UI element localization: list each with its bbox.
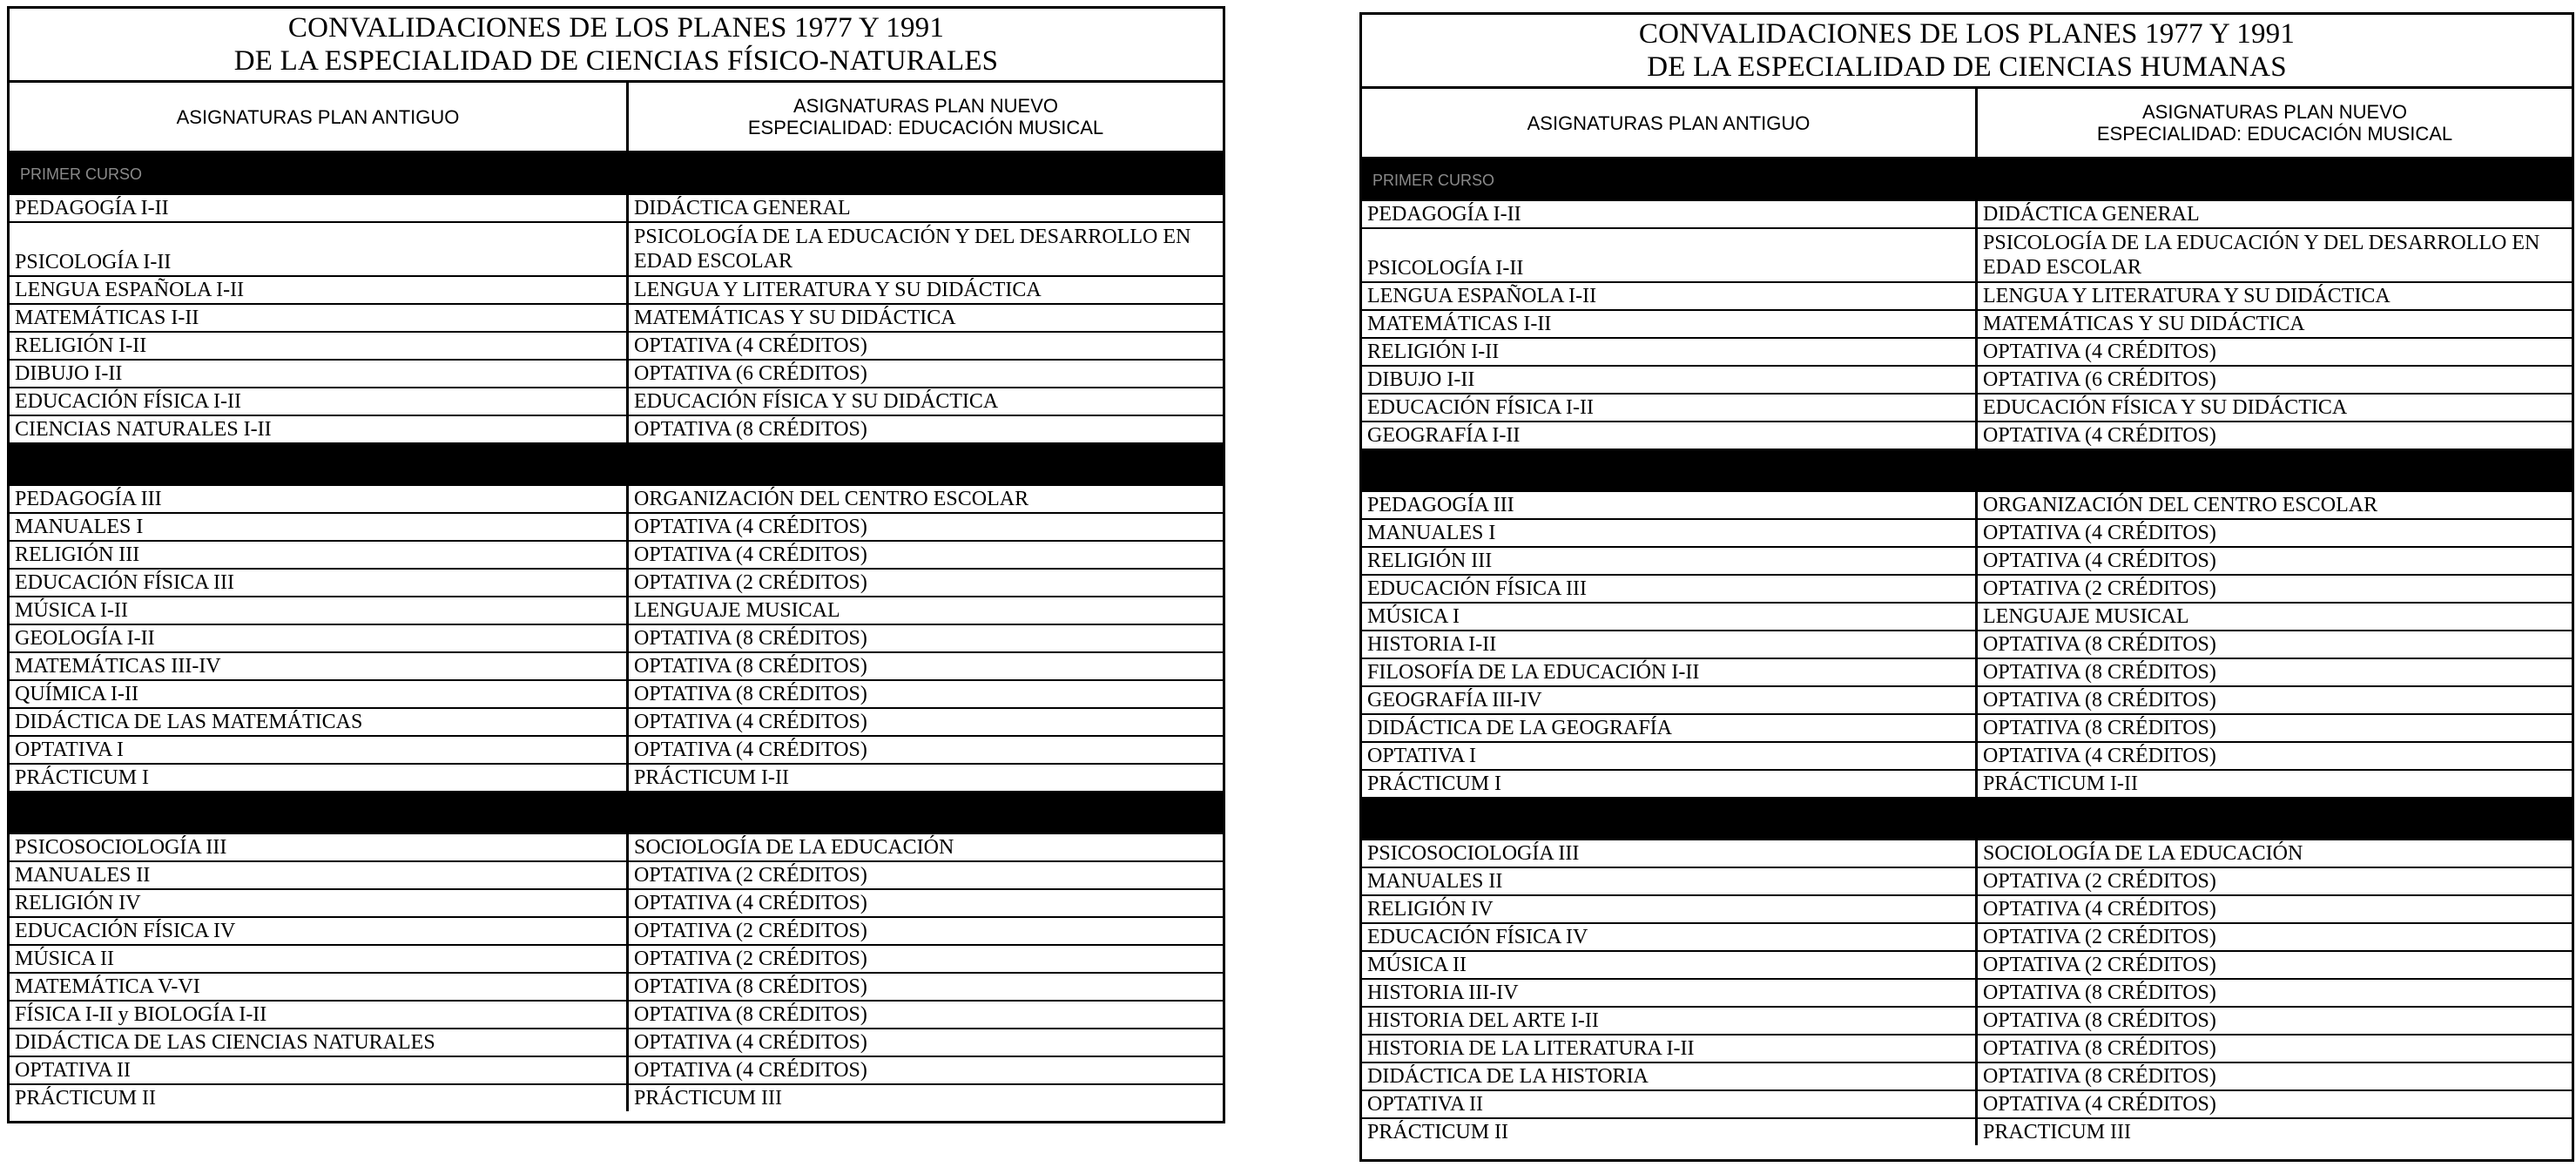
new-plan-subject: LENGUAJE MUSICAL	[1983, 605, 2189, 628]
old-plan-subject: MATEMÁTICAS I-II	[1362, 311, 1978, 337]
new-plan-subject: OPTATIVA (2 CRÉDITOS)	[634, 948, 867, 970]
table-row	[10, 1057, 1223, 1085]
table-row	[10, 486, 1223, 514]
section-header-bar	[10, 793, 1223, 834]
title-line-1: CONVALIDACIONES DE LOS PLANES 1977 Y 1991	[287, 12, 945, 44]
old-plan-subject: PSICOSOCIOLOGÍA III	[10, 834, 629, 860]
new-plan-subject: OPTATIVA (8 CRÉDITOS)	[634, 683, 867, 705]
old-plan-subject: MANUALES II	[10, 862, 629, 888]
header-new-plan-line-1: ASIGNATURAS PLAN NUEVO	[793, 95, 1058, 117]
new-plan-subject: DIDÁCTICA GENERAL	[1983, 203, 2200, 226]
old-plan-subject: RELIGIÓN III	[1362, 548, 1978, 574]
old-plan-subject: PRÁCTICUM I	[10, 765, 629, 791]
old-plan-subject: MÚSICA I-II	[10, 597, 629, 624]
new-plan-subject: LENGUA Y LITERATURA Y SU DIDÁCTICA	[1983, 285, 2391, 307]
old-plan-subject: HISTORIA I-II	[1362, 631, 1978, 658]
table-row	[10, 681, 1223, 709]
new-plan-subject: OPTATIVA (4 CRÉDITOS)	[1983, 550, 2216, 572]
new-plan-subject: PRÁCTICUM I-II	[634, 766, 789, 789]
new-plan-subject: OPTATIVA (8 CRÉDITOS)	[634, 975, 867, 998]
table-row	[10, 305, 1223, 333]
table-title	[1362, 15, 2572, 89]
old-plan-subject: OPTATIVA II	[10, 1057, 629, 1083]
old-plan-subject: DIDÁCTICA DE LAS CIENCIAS NATURALES	[10, 1029, 629, 1056]
table-row	[10, 416, 1223, 444]
old-plan-subject: DIBUJO I-II	[1362, 367, 1978, 393]
table-row	[10, 1029, 1223, 1057]
table-row	[1362, 422, 2572, 450]
old-plan-subject: LENGUA ESPAÑOLA I-II	[10, 277, 629, 303]
old-plan-subject: OPTATIVA II	[1362, 1091, 1978, 1117]
table-row	[10, 542, 1223, 570]
old-plan-subject: RELIGIÓN IV	[1362, 896, 1978, 922]
table-row	[10, 862, 1223, 890]
title-line-2: DE LA ESPECIALIDAD DE CIENCIAS HUMANAS	[1647, 51, 2287, 83]
new-plan-subject: OPTATIVA (4 CRÉDITOS)	[1983, 522, 2216, 544]
table-row	[1362, 840, 2572, 868]
table-row	[1362, 201, 2572, 229]
new-plan-subject: ORGANIZACIÓN DEL CENTRO ESCOLAR	[1983, 494, 2378, 516]
old-plan-subject: PEDAGOGÍA I-II	[1362, 201, 1978, 227]
old-plan-subject: PRÁCTICUM I	[1362, 771, 1978, 797]
old-plan-subject: DIBUJO I-II	[10, 361, 629, 387]
table-row	[1362, 339, 2572, 367]
old-plan-subject: EDUCACIÓN FÍSICA III	[10, 570, 629, 596]
old-plan-subject: FILOSOFÍA DE LA EDUCACIÓN I-II	[1362, 659, 1978, 685]
table-row	[10, 737, 1223, 765]
new-plan-subject: PRÁCTICUM III	[634, 1087, 783, 1110]
table-row	[10, 388, 1223, 416]
old-plan-subject: GEOLOGÍA I-II	[10, 625, 629, 651]
table-row	[10, 333, 1223, 361]
new-plan-subject: OPTATIVA (2 CRÉDITOS)	[634, 571, 867, 594]
new-plan-subject: OPTATIVA (4 CRÉDITOS)	[1983, 341, 2216, 363]
table-row	[10, 834, 1223, 862]
table-row	[1362, 1008, 2572, 1035]
old-plan-subject: DIDÁCTICA DE LA GEOGRAFÍA	[1362, 715, 1978, 741]
section-header-bar	[10, 444, 1223, 486]
new-plan-subject: SOCIOLOGÍA DE LA EDUCACIÓN	[634, 836, 954, 859]
new-plan-subject: OPTATIVA (4 CRÉDITOS)	[634, 334, 867, 357]
old-plan-subject: MÚSICA I	[1362, 604, 1978, 630]
old-plan-subject: MANUALES II	[1362, 868, 1978, 894]
new-plan-subject: OPTATIVA (6 CRÉDITOS)	[1983, 368, 2216, 391]
old-plan-subject: RELIGIÓN IV	[10, 890, 629, 916]
new-plan-subject: OPTATIVA (8 CRÉDITOS)	[1983, 633, 2216, 656]
table-row	[1362, 896, 2572, 924]
old-plan-subject: HISTORIA DEL ARTE I-II	[1362, 1008, 1978, 1034]
new-plan-subject: OPTATIVA (8 CRÉDITOS)	[1983, 1009, 2216, 1032]
old-plan-subject: CIENCIAS NATURALES I-II	[10, 416, 629, 442]
old-plan-subject: RELIGIÓN I-II	[1362, 339, 1978, 365]
new-plan-subject: PRACTICUM III	[1983, 1121, 2132, 1143]
new-plan-subject: OPTATIVA (2 CRÉDITOS)	[1983, 870, 2216, 893]
old-plan-subject: EDUCACIÓN FÍSICA I-II	[1362, 395, 1978, 421]
new-plan-subject: OPTATIVA (2 CRÉDITOS)	[634, 920, 867, 942]
new-plan-subject: OPTATIVA (4 CRÉDITOS)	[634, 711, 867, 733]
table-row	[10, 570, 1223, 597]
old-plan-subject: MÚSICA II	[10, 946, 629, 972]
new-plan-subject: OPTATIVA (8 CRÉDITOS)	[634, 1003, 867, 1026]
convalidation-table-fisico-naturales	[7, 6, 1225, 1123]
table-row	[1362, 868, 2572, 896]
new-plan-subject: OPTATIVA (8 CRÉDITOS)	[1983, 689, 2216, 712]
old-plan-subject: EDUCACIÓN FÍSICA IV	[10, 918, 629, 944]
table-row	[1362, 576, 2572, 604]
old-plan-subject: MATEMÁTICA V-VI	[10, 974, 629, 1000]
title-line-2: DE LA ESPECIALIDAD DE CIENCIAS FÍSICO-NATURALES	[233, 45, 999, 77]
new-plan-subject: PSICOLOGÍA DE LA EDUCACIÓN Y DEL DESARROLLO EN EDAD ESCOLAR	[1983, 232, 2540, 279]
table-row	[10, 223, 1223, 277]
old-plan-subject: DIDÁCTICA DE LAS MATEMÁTICAS	[10, 709, 629, 735]
table-row	[1362, 715, 2572, 743]
header-new-plan-line-2: ESPECIALIDAD: EDUCACIÓN MUSICAL	[747, 117, 1104, 138]
header-new-plan	[1978, 89, 2572, 157]
old-plan-subject: PRÁCTICUM II	[10, 1085, 629, 1111]
new-plan-subject: PSICOLOGÍA DE LA EDUCACIÓN Y DEL DESARROLLO EN EDAD ESCOLAR	[634, 226, 1191, 273]
header-new-plan-line-1: ASIGNATURAS PLAN NUEVO	[2142, 101, 2407, 123]
old-plan-subject: MANUALES I	[10, 514, 629, 540]
table-row	[1362, 631, 2572, 659]
column-header-row	[1362, 89, 2572, 159]
new-plan-subject: OPTATIVA (4 CRÉDITOS)	[634, 516, 867, 538]
table-row	[10, 653, 1223, 681]
section-header-bar	[1362, 450, 2572, 492]
old-plan-subject: PSICOSOCIOLOGÍA III	[1362, 840, 1978, 867]
header-new-plan-line-2: ESPECIALIDAD: EDUCACIÓN MUSICAL	[2096, 123, 2453, 145]
old-plan-subject: GEOGRAFÍA I-II	[1362, 422, 1978, 449]
old-plan-subject: HISTORIA III-IV	[1362, 980, 1978, 1006]
new-plan-subject: OPTATIVA (4 CRÉDITOS)	[1983, 745, 2216, 767]
old-plan-subject: PEDAGOGÍA I-II	[10, 195, 629, 221]
new-plan-subject: OPTATIVA (8 CRÉDITOS)	[634, 627, 867, 650]
new-plan-subject: OPTATIVA (8 CRÉDITOS)	[1983, 717, 2216, 739]
new-plan-subject: EDUCACIÓN FÍSICA Y SU DIDÁCTICA	[1983, 396, 2348, 419]
old-plan-subject: MÚSICA II	[1362, 952, 1978, 978]
table-row	[1362, 687, 2572, 715]
old-plan-subject: GEOGRAFÍA III-IV	[1362, 687, 1978, 713]
old-plan-subject: OPTATIVA I	[10, 737, 629, 763]
new-plan-subject: OPTATIVA (4 CRÉDITOS)	[1983, 898, 2216, 921]
table-row	[10, 890, 1223, 918]
new-plan-subject: OPTATIVA (8 CRÉDITOS)	[634, 655, 867, 678]
section-header-bar	[1362, 799, 2572, 840]
table-row	[10, 361, 1223, 388]
section-header-bar: PRIMER CURSO	[1362, 159, 2572, 201]
new-plan-subject: DIDÁCTICA GENERAL	[634, 197, 851, 219]
table-row	[10, 1002, 1223, 1029]
table-row	[1362, 283, 2572, 311]
table-title	[10, 9, 1223, 83]
table-row	[10, 597, 1223, 625]
old-plan-subject: QUÍMICA I-II	[10, 681, 629, 707]
old-plan-subject: OPTATIVA I	[1362, 743, 1978, 769]
table-row	[1362, 1035, 2572, 1063]
table-row	[10, 946, 1223, 974]
table-body	[10, 153, 1223, 1111]
new-plan-subject: OPTATIVA (4 CRÉDITOS)	[1983, 424, 2216, 447]
new-plan-subject: OPTATIVA (8 CRÉDITOS)	[1983, 981, 2216, 1004]
new-plan-subject: OPTATIVA (2 CRÉDITOS)	[1983, 577, 2216, 600]
table-row	[10, 514, 1223, 542]
new-plan-subject: SOCIOLOGÍA DE LA EDUCACIÓN	[1983, 842, 2303, 865]
old-plan-subject: PSICOLOGÍA I-II	[10, 223, 629, 275]
table-row	[1362, 395, 2572, 422]
new-plan-subject: OPTATIVA (8 CRÉDITOS)	[634, 418, 867, 441]
table-row	[1362, 520, 2572, 548]
table-row	[10, 709, 1223, 737]
table-row	[1362, 548, 2572, 576]
new-plan-subject: EDUCACIÓN FÍSICA Y SU DIDÁCTICA	[634, 390, 999, 413]
old-plan-subject: PEDAGOGÍA III	[10, 486, 629, 512]
new-plan-subject: MATEMÁTICAS Y SU DIDÁCTICA	[634, 307, 956, 329]
new-plan-subject: OPTATIVA (6 CRÉDITOS)	[634, 362, 867, 385]
new-plan-subject: OPTATIVA (4 CRÉDITOS)	[634, 543, 867, 566]
old-plan-subject: MANUALES I	[1362, 520, 1978, 546]
new-plan-subject: OPTATIVA (4 CRÉDITOS)	[634, 1059, 867, 1082]
new-plan-subject: OPTATIVA (4 CRÉDITOS)	[1983, 1093, 2216, 1116]
old-plan-subject: LENGUA ESPAÑOLA I-II	[1362, 283, 1978, 309]
old-plan-subject: DIDÁCTICA DE LA HISTORIA	[1362, 1063, 1978, 1089]
new-plan-subject: OPTATIVA (4 CRÉDITOS)	[634, 892, 867, 914]
old-plan-subject: EDUCACIÓN FÍSICA III	[1362, 576, 1978, 602]
table-row	[10, 974, 1223, 1002]
old-plan-subject: FÍSICA I-II y BIOLOGÍA I-II	[10, 1002, 629, 1028]
table-row	[1362, 952, 2572, 980]
table-row	[1362, 367, 2572, 395]
table-row	[1362, 980, 2572, 1008]
new-plan-subject: LENGUA Y LITERATURA Y SU DIDÁCTICA	[634, 279, 1042, 301]
new-plan-subject: ORGANIZACIÓN DEL CENTRO ESCOLAR	[634, 488, 1029, 510]
table-row	[1362, 492, 2572, 520]
table-row	[10, 625, 1223, 653]
table-row	[1362, 1091, 2572, 1119]
header-old-plan-label: ASIGNATURAS PLAN ANTIGUO	[176, 105, 460, 128]
table-row	[10, 277, 1223, 305]
title-line-1: CONVALIDACIONES DE LOS PLANES 1977 Y 1991	[1638, 18, 2296, 50]
table-row	[1362, 229, 2572, 283]
old-plan-subject: MATEMÁTICAS III-IV	[10, 653, 629, 679]
new-plan-subject: OPTATIVA (4 CRÉDITOS)	[634, 1031, 867, 1054]
table-row	[1362, 1119, 2572, 1145]
table-row	[1362, 659, 2572, 687]
new-plan-subject: LENGUAJE MUSICAL	[634, 599, 840, 622]
old-plan-subject: PSICOLOGÍA I-II	[1362, 229, 1978, 281]
old-plan-subject: PEDAGOGÍA III	[1362, 492, 1978, 518]
header-new-plan	[629, 83, 1223, 151]
old-plan-subject: RELIGIÓN I-II	[10, 333, 629, 359]
new-plan-subject: OPTATIVA (8 CRÉDITOS)	[1983, 661, 2216, 684]
new-plan-subject: PRÁCTICUM I-II	[1983, 772, 2138, 795]
new-plan-subject: MATEMÁTICAS Y SU DIDÁCTICA	[1983, 313, 2305, 335]
section-header-bar: PRIMER CURSO	[10, 153, 1223, 195]
new-plan-subject: OPTATIVA (4 CRÉDITOS)	[634, 739, 867, 761]
new-plan-subject: OPTATIVA (2 CRÉDITOS)	[634, 864, 867, 887]
table-row	[1362, 771, 2572, 799]
old-plan-subject: EDUCACIÓN FÍSICA IV	[1362, 924, 1978, 950]
table-body	[1362, 159, 2572, 1145]
old-plan-subject: RELIGIÓN III	[10, 542, 629, 568]
table-row	[1362, 743, 2572, 771]
convalidation-table-humanas	[1359, 12, 2574, 1162]
table-row	[10, 195, 1223, 223]
old-plan-subject: EDUCACIÓN FÍSICA I-II	[10, 388, 629, 415]
table-row	[10, 1085, 1223, 1111]
old-plan-subject: PRÁCTICUM II	[1362, 1119, 1978, 1145]
new-plan-subject: OPTATIVA (8 CRÉDITOS)	[1983, 1037, 2216, 1060]
old-plan-subject: MATEMÁTICAS I-II	[10, 305, 629, 331]
table-row	[1362, 604, 2572, 631]
table-row	[1362, 924, 2572, 952]
old-plan-subject: HISTORIA DE LA LITERATURA I-II	[1362, 1035, 1978, 1062]
new-plan-subject: OPTATIVA (2 CRÉDITOS)	[1983, 926, 2216, 948]
table-row	[1362, 1063, 2572, 1091]
table-row	[10, 918, 1223, 946]
header-old-plan	[1362, 89, 1978, 157]
table-row	[10, 765, 1223, 793]
column-header-row	[10, 83, 1223, 153]
header-old-plan	[10, 83, 629, 151]
table-row	[1362, 311, 2572, 339]
new-plan-subject: OPTATIVA (8 CRÉDITOS)	[1983, 1065, 2216, 1088]
new-plan-subject: OPTATIVA (2 CRÉDITOS)	[1983, 954, 2216, 976]
header-old-plan-label: ASIGNATURAS PLAN ANTIGUO	[1527, 111, 1811, 134]
